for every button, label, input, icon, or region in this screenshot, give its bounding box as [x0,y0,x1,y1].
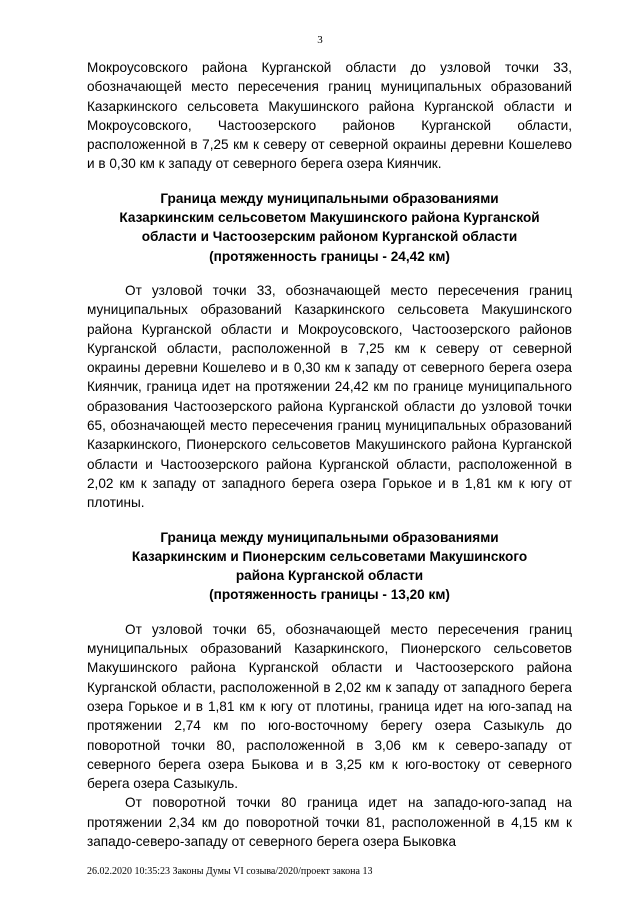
heading-line: Казаркинским и Пионерским сельсоветами Макушинского [131,548,528,564]
heading-line: области и Частоозерским районом Курганской области [141,229,518,245]
heading-extent: (протяженность границы - 24,42 км) [209,248,450,264]
heading-line: Граница между муниципальными образованиями [160,529,499,545]
section-heading-1 [87,189,572,266]
paragraph-continuation: Мокроусовского района Курганской области до узловой точки 33, обозначающей место пересечения границ муниципальных образований Казаркинского сельсовета Макушинского района Курганской области и Мокроусовского, Частоозерского районов Курганской области, расположенной в 7,25 км к северу от северной окраины деревни Кошелево и в 0,30 км к западу от северного берега озера Киянчик. [87,60,572,172]
paragraph-section-2: От узловой точки 65, обозначающей место пересечения границ муниципальных образований Казаркинского, Пионерского сельсоветов Макушинского района Курганской области и Частоозерского района Курганской области, расположенной в 2,02 км к западу от западного берега озера Горькое и в 1,81 км к югу от плотины, граница идет на юго-запад на протяжении 2,74 км по юго-восточному берегу озера Сазыкуль до поворотной точки 80, расположенной в 3,06 км к северо-западу от северного берега озера Быкова и в 3,25 км к юго-востоку от северного берега озера Сазыкуль. [87,621,572,792]
document-footer: 26.02.2020 10:35:23 Законы Думы VI созыва/2020/проект закона 13 [87,866,373,877]
section-heading-2 [87,528,572,605]
paragraph-section-1: От узловой точки 33, обозначающей место пересечения границ муниципальных образований Казаркинского сельсовета Макушинского района Курганской области и Мокроусовского, Частоозерского районов Курганской области, расположенной в 7,25 км к северу от северной окраины деревни Кошелево и в 0,30 км к западу от северного берега озера Киянчик, граница идет на протяжении 24,42 км по границе муниципального образования Частоозерского района Курганской области до узловой точки 65, обозначающей место пересечения границ муниципальных образований Казаркинского, Пионерского сельсоветов Макушинского района Курганской области и Частоозерского района Курганской области, расположенной в 2,02 км к западу от западного берега озера Горькое и в 1,81 км к югу от плотины. [87,282,572,511]
document-body [87,58,572,851]
page-number: 3 [317,34,323,46]
heading-line: Казаркинским сельсоветом Макушинского района Курганской [119,210,540,226]
heading-line: Граница между муниципальными образованиями [160,190,499,206]
heading-line: района Курганской области [235,568,424,584]
paragraph-section-2-cont: От поворотной точки 80 граница идет на западо-юго-запад на протяжении 2,34 км до поворотной точки 81, расположенной в 4,15 км к западо-северо-западу от северного берега озера Быковка [87,795,572,849]
heading-extent: (протяженность границы - 13,20 км) [209,587,450,603]
